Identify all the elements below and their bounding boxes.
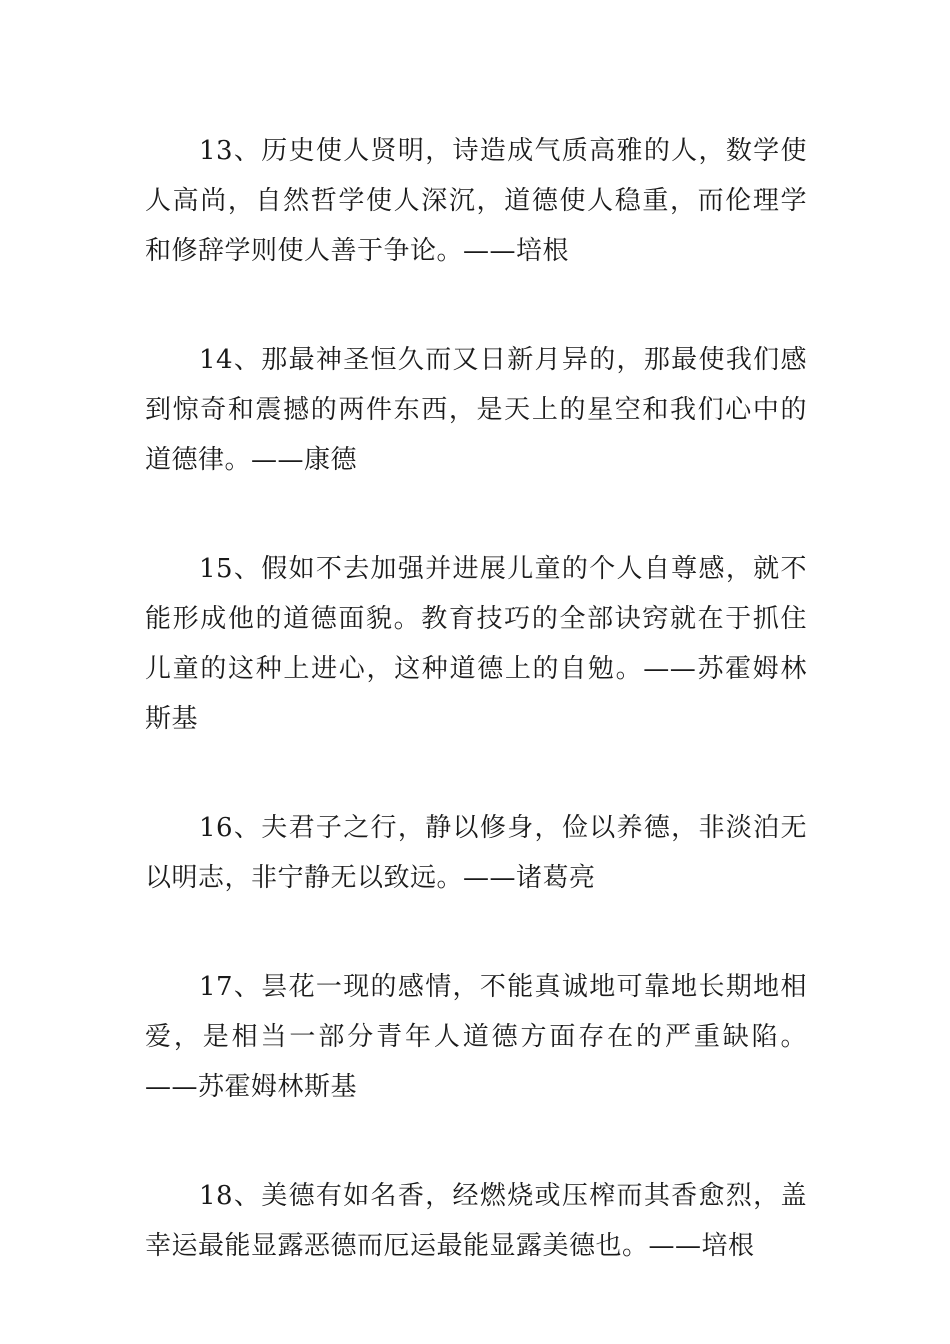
paragraph-gap [145, 1112, 807, 1171]
paragraph-gap [145, 744, 807, 803]
paragraph-gap [145, 485, 807, 544]
quote-paragraph-18: 18、美德有如名香，经燃烧或压榨而其香愈烈，盖幸运最能显露恶德而厄运最能显露美德也。——培根 [145, 1181, 807, 1261]
document-body [145, 126, 807, 1271]
quote-paragraph-17: 17、昙花一现的感情，不能真诚地可靠地长期地相爱，是相当一部分青年人道德方面存在的严重缺陷。——苏霍姆林斯基 [145, 972, 807, 1102]
quote-paragraph-16: 16、夫君子之行，静以修身，俭以养德，非淡泊无以明志，非宁静无以致远。——诸葛亮 [145, 813, 807, 893]
paragraph-gap [145, 276, 807, 335]
quote-paragraph-15: 15、假如不去加强并进展儿童的个人自尊感，就不能形成他的道德面貌。教育技巧的全部诀窍就在于抓住儿童的这种上进心，这种道德上的自勉。——苏霍姆林斯基 [145, 554, 807, 734]
quote-paragraph-13: 13、历史使人贤明，诗造成气质高雅的人，数学使人高尚，自然哲学使人深沉，道德使人稳重，而伦理学和修辞学则使人善于争论。——培根 [145, 136, 807, 266]
quote-paragraph-14: 14、那最神圣恒久而又日新月异的，那最使我们感到惊奇和震撼的两件东西，是天上的星空和我们心中的道德律。——康德 [145, 345, 807, 475]
paragraph-gap [145, 903, 807, 962]
